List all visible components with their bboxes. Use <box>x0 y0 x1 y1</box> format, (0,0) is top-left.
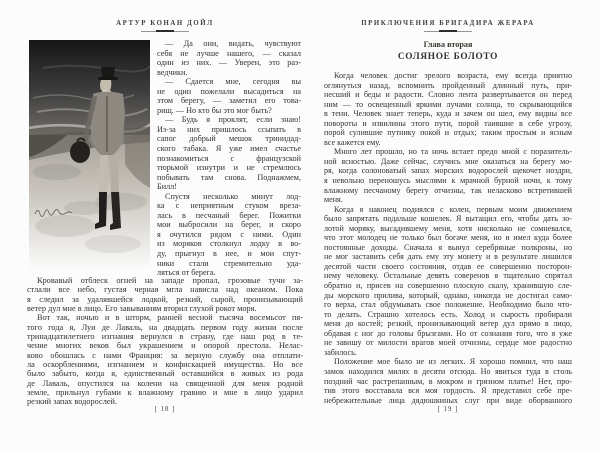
chapter-heading: Глава вторая <box>423 40 473 49</box>
text-line: — Будь я проклят, если знаю! <box>165 115 301 125</box>
right-running-header-block <box>324 20 572 33</box>
text-line: де Лаваль, опустился на колени на священной для меня родной <box>27 378 303 388</box>
text-line: го верха, стал обдумывать свое положение. Необходимо было что- <box>324 300 572 310</box>
text-line: ского табака. Я уже имел счастье <box>157 144 301 154</box>
right-body-text <box>324 71 572 405</box>
text-line: Когда я наконец поднялся с колен, первым моим движением <box>334 204 572 214</box>
text-line: Билл! <box>157 182 177 192</box>
left-column-text <box>157 39 301 278</box>
left-bottom-text <box>27 276 303 407</box>
text-line: ники стали стремительно уда- <box>157 258 301 268</box>
text-line: лась в песчаный берег. Пожитки <box>157 210 301 220</box>
shore-illustration <box>29 40 150 270</box>
text-line: один из них. — Уверен, это раз- <box>157 58 301 68</box>
text-line: побывать там снова. Поднажмем, <box>157 172 301 182</box>
text-line: ря, когда солоноватый запах морских водорослей щекочет ноздри, <box>324 166 572 176</box>
right-page-number: [ 19 ] <box>437 406 459 413</box>
text-line: замок находился милях в десяти отсюда. Но явиться туда в столь <box>324 366 572 376</box>
paragraph <box>157 77 301 115</box>
paragraph <box>27 276 303 313</box>
text-line: поздний час растрепанным, в мокром и грязном платье! Нет, про- <box>324 376 572 386</box>
text-line: меня. <box>324 195 343 205</box>
text-line: Спустя несколько минут лод- <box>165 191 301 201</box>
right-header-rule <box>424 30 472 33</box>
text-line: небрежительные лица дядюшкиных слуг при виде оборванного <box>324 395 572 405</box>
text-line: ним — то освещенный яркими лучами солнца, то скрывающийся <box>324 99 572 109</box>
text-line: Из-за них пришлось ссыпать в <box>157 124 301 134</box>
text-line: не завишу от милости врагов моей отчизны, сердце мое радостно <box>324 338 572 348</box>
text-line: — Сдается мне, сегодня вы <box>165 77 301 87</box>
paragraph <box>324 357 572 405</box>
text-line: ведчики. <box>157 67 188 77</box>
text-line: обдавая с ног до головы брызгами. Но от сознания того, что я уже <box>324 328 572 338</box>
paragraph <box>157 115 301 191</box>
text-line: не мог заставить себя дать ему эту монету и в результате лишился <box>324 252 572 262</box>
text-line: влажному песчаному берегу отчизны, так неласково встретившей <box>324 185 572 195</box>
text-line: ково обошлась с нами Франция: за верную службу она отплати- <box>27 350 303 360</box>
text-line: нему человеку. Остальные девять соверенов я тщательно спрятал <box>324 271 572 281</box>
text-line: десятой части своего состояния, отдав ее совершенно посторон- <box>324 261 572 271</box>
text-line: ду, прыгнул в нее, и мои спут- <box>157 249 301 259</box>
right-running-header: ПРИКЛЮЧЕНИЯ БРИГАДИРА ЖЕРАРА <box>361 20 535 27</box>
text-line: Когда человек достиг зрелого возраста, ему всегда приятно <box>334 71 572 80</box>
text-line: я невольно переношусь мыслями к мрачной бурной ночи, к тому <box>324 176 572 186</box>
text-line: я очутился рядом с ними. Один <box>157 229 301 239</box>
text-line: забилось. <box>324 347 357 357</box>
chapter-block <box>324 40 572 62</box>
text-line: в тени. Человек знает теперь, куда и зачем он шел, ему видны все <box>324 109 572 119</box>
text-line: этом берегу, — заметил его това- <box>157 96 301 106</box>
text-line: то делать. Страшно хотелось есть. Холод и сырость пробирали <box>324 309 572 319</box>
text-line: — Да они, видать, чувствуют <box>165 39 301 48</box>
paragraph <box>157 39 301 77</box>
paragraph <box>324 147 572 204</box>
text-line: Вот так, ночью и в шторм, ранней весной тысяча восемьсот пя- <box>37 313 303 323</box>
text-line: ляться от берега. <box>157 268 216 278</box>
text-line: что этот молодец не только был богаче меня, но и имел куда более <box>324 233 572 243</box>
text-line: себя не лучше нашего, — сказал <box>157 48 301 58</box>
text-line: я следил за удалявшейся лодкой, резкий, сырой, пронизывающий <box>27 294 303 304</box>
text-line: порой сулившие путнику покой и отдых; таким простым и ясным <box>324 128 572 138</box>
text-line: земле, прильнул губами к влажному гравию и мне в лицо ударил <box>27 388 303 398</box>
left-header-rule <box>141 30 189 33</box>
left-page-number: [ 18 ] <box>154 406 176 413</box>
text-line: чение многих веков был украшением и опорой престола. Нелас- <box>27 341 303 351</box>
text-line: повороты и извилины этого пути, порой таившие в себе угрозу, <box>324 118 572 128</box>
text-line: Много лет прошло, но та ночь встает предо мной с поразитель- <box>334 147 572 157</box>
text-line: того года я, Луи де Лаваль, на двадцать первом году жизни после <box>27 322 303 332</box>
text-line: несший и беды и радости. Словно лента развертывается он перед <box>324 90 572 100</box>
text-line: сапог добрый мешок тринидад- <box>157 134 301 144</box>
paragraph <box>27 313 303 406</box>
text-line: резкий запах водорослей. <box>27 397 118 407</box>
text-line: оглянуться назад, вспомнить пройденный длинный путь, при- <box>324 80 572 90</box>
paragraph <box>324 71 572 147</box>
text-line: мои выбросили на берег, и скоро <box>157 220 301 230</box>
left-running-header: АРТУР КОНАН ДОЙЛ <box>116 20 214 27</box>
shore-illustration-svg <box>29 40 150 270</box>
text-line: ка с неприятным стуком вреза- <box>157 201 301 211</box>
text-line: стлали все небо, густая черная мгла нависла над океаном. Пока <box>27 285 303 295</box>
text-line: тив этого восставала вся моя гордость. Я представил себе пре- <box>324 386 572 396</box>
text-line: из моряков столкнул лодку в во- <box>157 239 301 249</box>
paragraph <box>157 192 301 278</box>
paragraph <box>324 205 572 358</box>
text-line: тринадцатилетнего изгнания вернулся в страну, где наш род в те- <box>27 332 303 342</box>
text-line: было запрятать подальше кошелек. Я вытащил его, чтобы дать зо- <box>324 214 572 224</box>
text-line: меня до костей; резкий, пронизывающий ветер дул прямо в лицо, <box>324 319 572 329</box>
text-line: было забыто, когда я, единственный оставшийся в живых из рода <box>27 369 303 379</box>
text-line: рищ. — Но кто бы это мог быть? <box>157 105 272 115</box>
text-line: ветер дул мне в лицо. Его завываниям вторил глухой рокот моря. <box>27 304 257 314</box>
left-running-header-block <box>27 20 303 33</box>
text-line: ды морского прилива, который, однако, никогда не достигал само- <box>324 290 572 300</box>
text-line: Кровавый отблеск огней на западе пропал, грозовые тучи за- <box>37 276 303 285</box>
chapter-title: СОЛЯНОЕ БОЛОТО <box>397 52 499 62</box>
text-line: познакомиться с французской <box>157 153 301 163</box>
text-line: ла оскорблениями, изгнанием и конфискацией имущества. Но все <box>27 360 303 370</box>
text-line: Положение мое было не из легких. Я хорошо помнил, что наш <box>334 357 572 367</box>
text-line: лотой моряку, высадившему меня, хотя нисколько не сомневался, <box>324 223 572 233</box>
text-line: не один пожелали высадиться на <box>157 86 301 96</box>
text-line: обратно и, присев на совершенно плоскую скалу, хранившую сле- <box>324 281 572 291</box>
text-line: все кажется ему. <box>324 137 381 147</box>
text-line: постоянные доходы. Сначала я вынул серебряные полкроны, но <box>324 242 572 252</box>
text-line: тюрьмой изнутри и не стремлюсь <box>157 163 301 173</box>
text-line: ной ясностью. Даже сейчас, случись мне оказаться на берегу мо- <box>324 156 572 166</box>
